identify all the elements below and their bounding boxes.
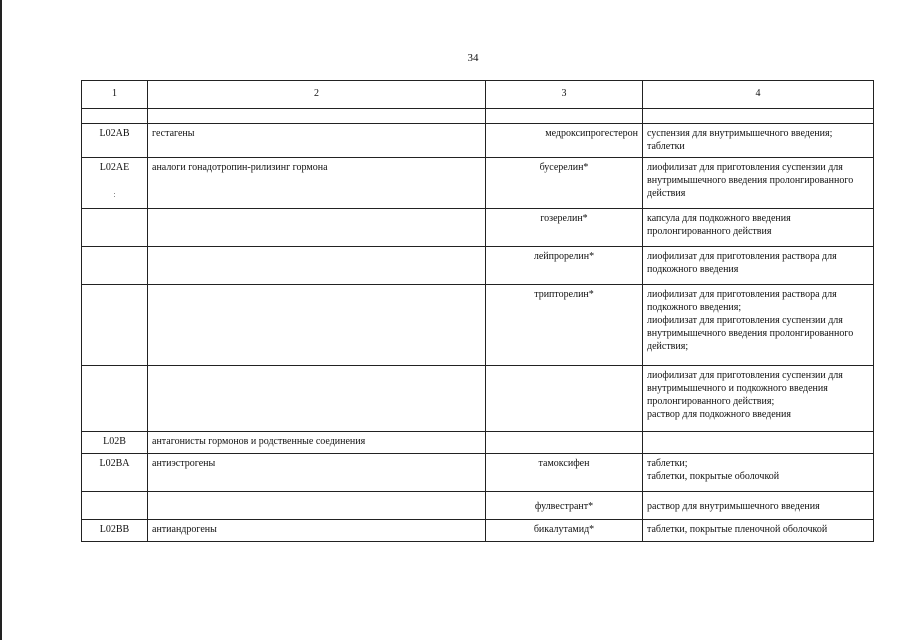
group-cell — [148, 366, 486, 432]
table-row — [82, 247, 874, 285]
drug-cell: трипторелин* — [486, 285, 643, 366]
group-cell — [148, 209, 486, 247]
header-cell-3: 3 — [486, 81, 643, 109]
header-cell-4: 4 — [643, 81, 874, 109]
group-cell: антагонисты гормонов и родственные соединения — [148, 432, 486, 454]
atc-code-cell — [82, 492, 148, 520]
atc-code-cell — [82, 247, 148, 285]
form-cell — [643, 432, 874, 454]
group-cell — [148, 247, 486, 285]
form-cell: лиофилизат для приготовления суспензии для внутримышечного и подкожного введения пролонгированного действия; раствор для подкожного введения — [643, 366, 874, 432]
table-row — [82, 454, 874, 492]
drug-cell: медроксипрогестерон — [486, 124, 643, 158]
drug-cell — [486, 366, 643, 432]
table-row — [82, 432, 874, 454]
header-row — [82, 81, 874, 109]
drug-cell: тамоксифен — [486, 454, 643, 492]
atc-code-cell — [82, 209, 148, 247]
atc-code-cell: L02AB — [82, 124, 148, 158]
drug-cell: гозерелин* — [486, 209, 643, 247]
atc-code-cell — [82, 366, 148, 432]
atc-code-cell: L02BA — [82, 454, 148, 492]
atc-code-cell: L02B — [82, 432, 148, 454]
page-number: 34 — [467, 52, 479, 64]
drug-cell: лейпрорелин* — [486, 247, 643, 285]
group-cell: антиэстрогены — [148, 454, 486, 492]
scan-mark: : — [113, 190, 116, 199]
group-cell: гестагены — [148, 124, 486, 158]
drug-cell: бусерелин* — [486, 158, 643, 209]
drug-cell: фулвестрант* — [486, 492, 643, 520]
form-cell: таблетки, покрытые пленочной оболочкой — [643, 520, 874, 542]
table-row — [82, 124, 874, 158]
atc-code-cell: L02BB — [82, 520, 148, 542]
drug-table — [81, 80, 874, 542]
table-row — [82, 158, 874, 209]
table-row — [82, 285, 874, 366]
form-cell: раствор для внутримышечного введения — [643, 492, 874, 520]
form-cell: лиофилизат для приготовления раствора для подкожного введения — [643, 247, 874, 285]
page-edge-line — [0, 0, 2, 640]
table-row — [82, 492, 874, 520]
drug-cell: бикалутамид* — [486, 520, 643, 542]
drug-cell — [486, 432, 643, 454]
header-cell-1: 1 — [82, 81, 148, 109]
group-cell — [148, 285, 486, 366]
spacer-row — [82, 109, 874, 124]
atc-code-cell — [82, 285, 148, 366]
header-cell-2: 2 — [148, 81, 486, 109]
table-row — [82, 209, 874, 247]
form-cell: лиофилизат для приготовления раствора для подкожного введения; лиофилизат для приготовления суспензии для внутримышечного введения пролонгированного действия; — [643, 285, 874, 366]
atc-code-cell: L02AE : — [82, 158, 148, 209]
form-cell: таблетки; таблетки, покрытые оболочкой — [643, 454, 874, 492]
group-cell: антиандрогены — [148, 520, 486, 542]
table-row — [82, 366, 874, 432]
group-cell — [148, 492, 486, 520]
form-cell: суспензия для внутримышечного введения; таблетки — [643, 124, 874, 158]
form-cell: лиофилизат для приготовления суспензии для внутримышечного введения пролонгированного действия — [643, 158, 874, 209]
group-cell: аналоги гонадотропин-рилизинг гормона — [148, 158, 486, 209]
form-cell: капсула для подкожного введения пролонгированного действия — [643, 209, 874, 247]
table-row — [82, 520, 874, 542]
